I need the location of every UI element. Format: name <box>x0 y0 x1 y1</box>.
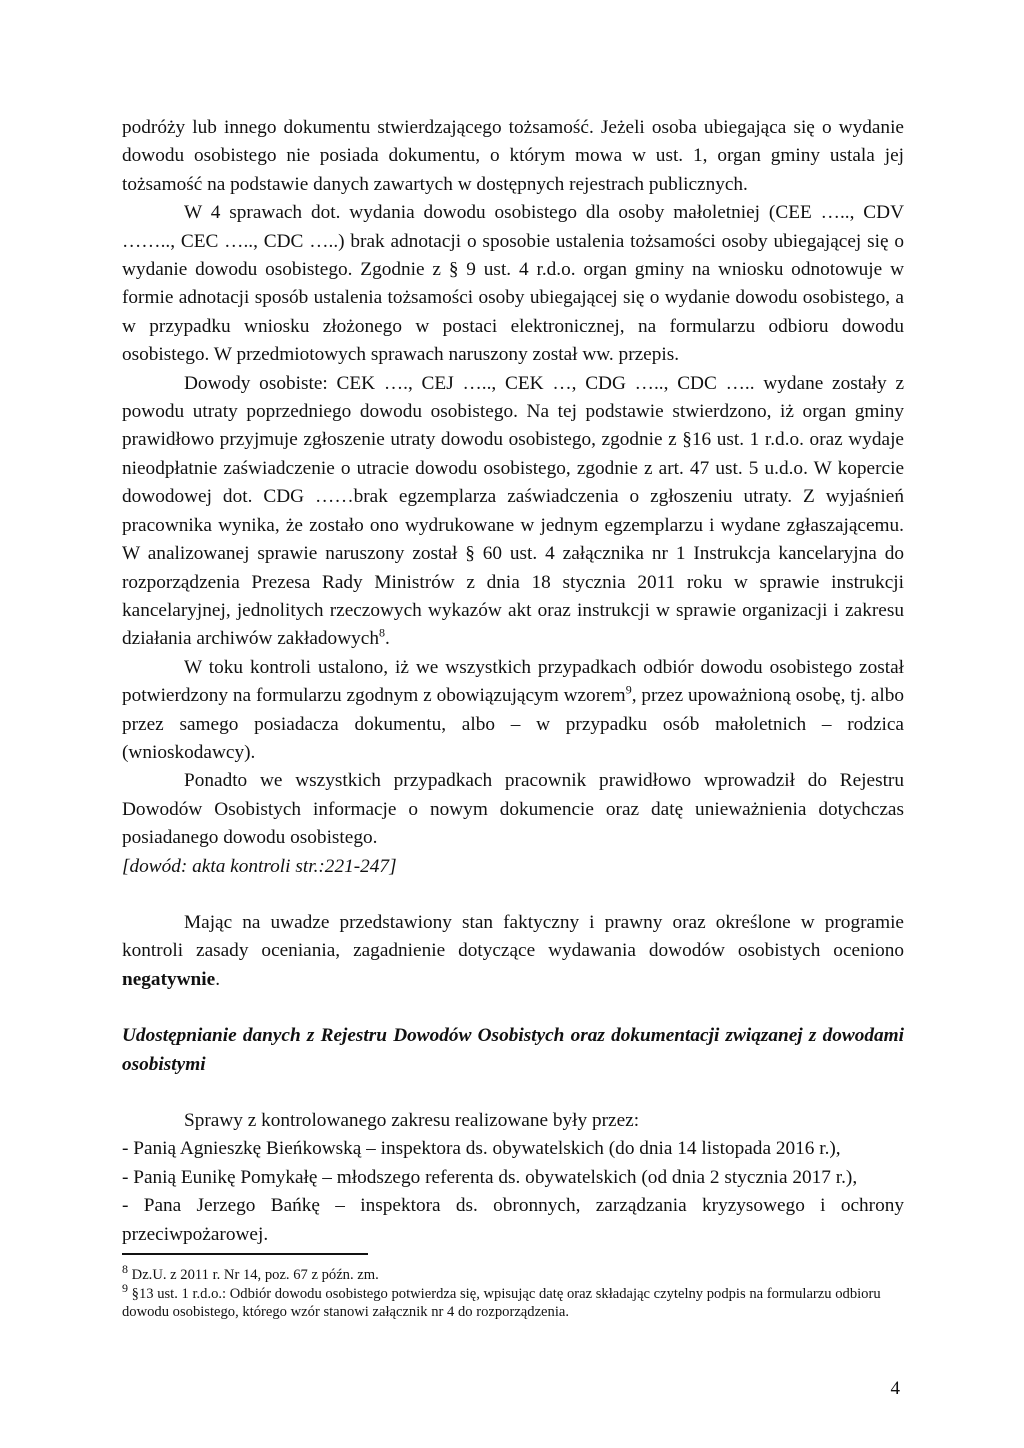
spacer <box>122 1079 904 1107</box>
paragraph-registry-update: Ponadto we wszystkich przypadkach pracownik prawidłowo wprowadził do Rejestru Dowodów Osobistych informacje o nowym dokumencie oraz datę unieważnienia dotychczas posiadanego dowodu osobistego. <box>122 770 904 849</box>
paragraph-lost-ids <box>122 370 904 654</box>
paragraph-pickup-text-a: W toku kontroli ustalono, iż we wszystkich przypadkach odbiór dowodu osobistego został potwierdzony na formularzu zgodnym z obowiązującym wzorem <box>122 656 904 707</box>
spacer <box>122 994 904 1022</box>
paragraph-pickup-text-b: , przez upoważnioną osobę, tj. albo przez samego posiadacza dokumentu, albo – w przypadku osób małoletnich – rodzica (wnioskodawcy). <box>122 685 905 763</box>
paragraph-lost-ids-end: . <box>384 628 390 650</box>
footnote-8 <box>122 1262 904 1285</box>
footnote-ref-9[interactable]: 9 <box>625 682 632 697</box>
footnote-9 <box>122 1280 904 1322</box>
footnote-ref-8[interactable]: 8 <box>378 625 385 640</box>
paragraph-minors-cases: W 4 sprawach dot. wydania dowodu osobistego dla osoby małoletniej (CEE ….., CDV …….., CEC ….., CDC …..) brak adnotacji o sposobie ustalenia tożsamości osoby ubiegającej się o wydanie dowodu osobistego. Zgodnie z § 9 ust. 4 r.d.o. organ gminy na wniosku odnotowuje w formie adnotacji sposób ustalenia tożsamości osoby ubiegającej się o wydanie dowodu osobistego, a w przypadku wniosku złożonego w postaci elektronicznej, na formularzu odbioru dowodu osobistego. W przedmiotowych sprawach naruszony został ww. przepis. <box>122 202 904 366</box>
spacer <box>122 881 904 909</box>
page-number: 4 <box>890 1378 900 1399</box>
assessment-result: negatywnie <box>122 968 216 990</box>
footnote-separator <box>122 1253 368 1255</box>
staff-list-item: - Panią Agnieszkę Bieńkowską – inspektora ds. obywatelskich (do dnia 14 listopada 2016 r.), <box>122 1138 841 1160</box>
evidence-reference: [dowód: akta kontroli str.:221-247] <box>122 855 397 877</box>
paragraph-pickup-confirmation <box>122 654 904 768</box>
section-heading: Udostępnianie danych z Rejestru Dowodów Osobistych oraz dokumentacji związanej z dowodami osobistymi <box>122 1025 904 1075</box>
paragraph-assessment <box>122 909 904 994</box>
footnote-number: 8 <box>122 1262 128 1277</box>
footnote-number: 9 <box>122 1280 128 1295</box>
assessment-text: Mając na uwadze przedstawiony stan faktyczny i prawny oraz określone w programie kontroli zasady oceniania, zagadnienie dotyczące wydawania dowodów osobistych oceniono <box>122 911 904 962</box>
document-body <box>122 114 904 1249</box>
footnote-text: Dz.U. z 2011 r. Nr 14, poz. 67 z późn. zm. <box>128 1267 379 1283</box>
assessment-end: . <box>215 968 221 990</box>
staff-list-item: - Panią Eunikę Pomykałę – młodszego referenta ds. obywatelskich (od dnia 2 stycznia 2017 r.), <box>122 1166 858 1188</box>
footnote-text: §13 ust. 1 r.d.o.: Odbiór dowodu osobistego potwierdza się, wpisując datę oraz składając czytelny podpis na formularzu odbioru dowodu osobistego, którego wzór stanowi załącznik nr 4 do rozporządzenia. <box>122 1285 881 1320</box>
footnotes <box>122 1262 904 1322</box>
paragraph-identity: podróży lub innego dokumentu stwierdzającego tożsamość. Jeżeli osoba ubiegająca się o wydanie dowodu osobistego nie posiada dokumentu, o którym mowa w ust. 1, organ gminy ustala jej tożsamość na podstawie danych zawartych w dostępnych rejestrach publicznych. <box>122 117 904 195</box>
paragraph-lost-ids-text: Dowody osobiste: CEK …., CEJ ….., CEK …, CDG ….., CDC ….. wydane zostały z powodu utraty poprzedniego dowodu osobistego. Na tej podstawie stwierdzono, iż organ gminy prawidłowo przyjmuje zgłoszenie utraty dowodu osobistego, zgodnie z §16 ust. 1 r.d.o. oraz wydaje nieodpłatnie zaświadczenie o utracie dowodu osobistego, zgodnie z art. 47 ust. 5 u.d.o. W kopercie dowodowej dot. CDG ……brak egzemplarza zaświadczenia o zgłoszeniu utraty. Z wyjaśnień pracownika wynika, że zostało ono wydrukowane w jednym egzemplarzu i wydane zgłaszającemu. W analizowanej sprawie naruszony został § 60 ust. 4 załącznika nr 1 Instrukcja kancelaryjna do rozporządzenia Prezesa Rady Ministrów z dnia 18 stycznia 2011 roku w sprawie instrukcji kancelaryjnej, jednolitych rzeczowych wykazów akt oraz instrukcji w sprawie organizacji i zakresu działania archiwów zakładowych <box>122 372 904 650</box>
staff-list-item: - Pana Jerzego Bańkę – inspektora ds. obronnych, zarządzania kryzysowego i ochrony przeciwpożarowej. <box>122 1195 904 1245</box>
staff-intro: Sprawy z kontrolowanego zakresu realizowane były przez: <box>184 1110 640 1131</box>
